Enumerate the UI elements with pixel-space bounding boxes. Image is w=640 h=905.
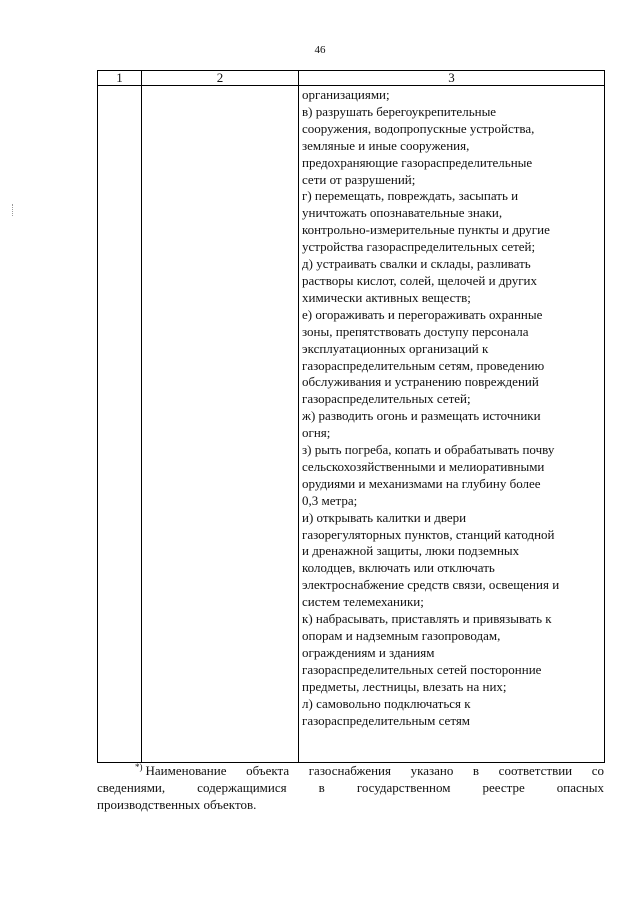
prohibition-line: е) огораживать и перегораживать охранные [302,306,543,322]
prohibition-line: эксплуатационных организаций к [302,340,489,356]
prohibition-line: систем телемеханики; [302,594,424,610]
prohibition-line: ж) разводить огонь и размещать источники [302,408,541,424]
footnote-mark: *) [135,761,143,772]
prohibition-line: организациями; [302,87,390,102]
prohibition-line: газораспределительным сетям, проведению [302,357,545,373]
prohibition-line: устройства газораспределительных сетей; [302,239,536,255]
prohibition-line: сооружения, водопропускные устройства, [302,120,535,136]
prohibition-line: предохраняющие газораспределительные [302,154,533,170]
prohibition-line: з) рыть погреба, копать и обрабатывать почву [302,442,555,458]
margin-mark [12,204,17,216]
footnote-line: производственных объектов. [97,797,257,812]
prohibition-line: колодцев, включать или отключать [302,560,495,576]
prohibition-line: растворы кислот, солей, щелочей и других [302,272,538,288]
prohibition-line: уничтожать опознавательные знаки, [302,205,503,221]
prohibition-line: газораспределительным сетям [302,712,471,728]
prohibition-line: г) перемещать, повреждать, засыпать и [302,188,519,204]
footnote [97,762,604,813]
column-header-1: 1 [98,71,142,86]
prohibition-line: опорам и надземным газопроводам, [302,628,501,643]
prohibitions-list [299,86,604,729]
table-header-row [98,71,605,86]
footnote-line: Наименование объекта газоснабжения указано в соответствии со [145,763,604,778]
page-number: 46 [314,44,326,56]
prohibition-line: электроснабжение средств связи, освещения и [302,577,560,593]
prohibition-line: зоны, препятствовать доступу персонала [302,323,529,339]
prohibition-line: предметы, лестницы, влезать на них; [302,678,507,694]
table-row [98,86,605,763]
prohibition-line: сети от разрушений; [302,171,416,187]
prohibition-line: орудиями и механизмами на глубину более [302,475,541,491]
prohibition-line: обслуживания и устранению повреждений [302,374,539,390]
prohibition-line: химически активных веществ; [302,289,471,305]
table-cell-col3 [299,86,605,763]
column-header-3: 3 [299,71,605,86]
prohibition-line: газораспределительных сетей посторонние [302,661,542,677]
prohibition-line: огня; [302,425,331,441]
prohibition-line: газорегуляторных пунктов, станций катодной [302,526,555,542]
prohibition-line: сельскохозяйственными и мелиоративными [302,458,545,474]
prohibition-line: д) устраивать свалки и склады, разливать [302,256,531,272]
table-cell-col1 [98,86,142,763]
prohibition-line: контрольно-измерительные пункты и другие [302,222,550,238]
prohibition-line: 0,3 метра; [302,492,358,508]
prohibition-line: к) набрасывать, приставлять и привязывать к [302,611,552,627]
prohibition-line: в) разрушать берегоукрепительные [302,103,497,119]
footnote-line: сведениями, содержащимися в государственном реестре опасных [97,780,604,795]
prohibition-line: и) открывать калитки и двери [302,509,467,525]
prohibition-line: и дренажной защиты, люки подземных [302,543,520,559]
prohibition-line: л) самовольно подключаться к [302,695,471,711]
table-cell-col2 [142,86,299,763]
document-table [97,70,605,763]
prohibition-line: ограждениям и зданиям [302,644,435,660]
column-header-2: 2 [142,71,299,86]
prohibition-line: земляные и иные сооружения, [302,137,470,153]
prohibition-line: газораспределительных сетей; [302,391,471,407]
